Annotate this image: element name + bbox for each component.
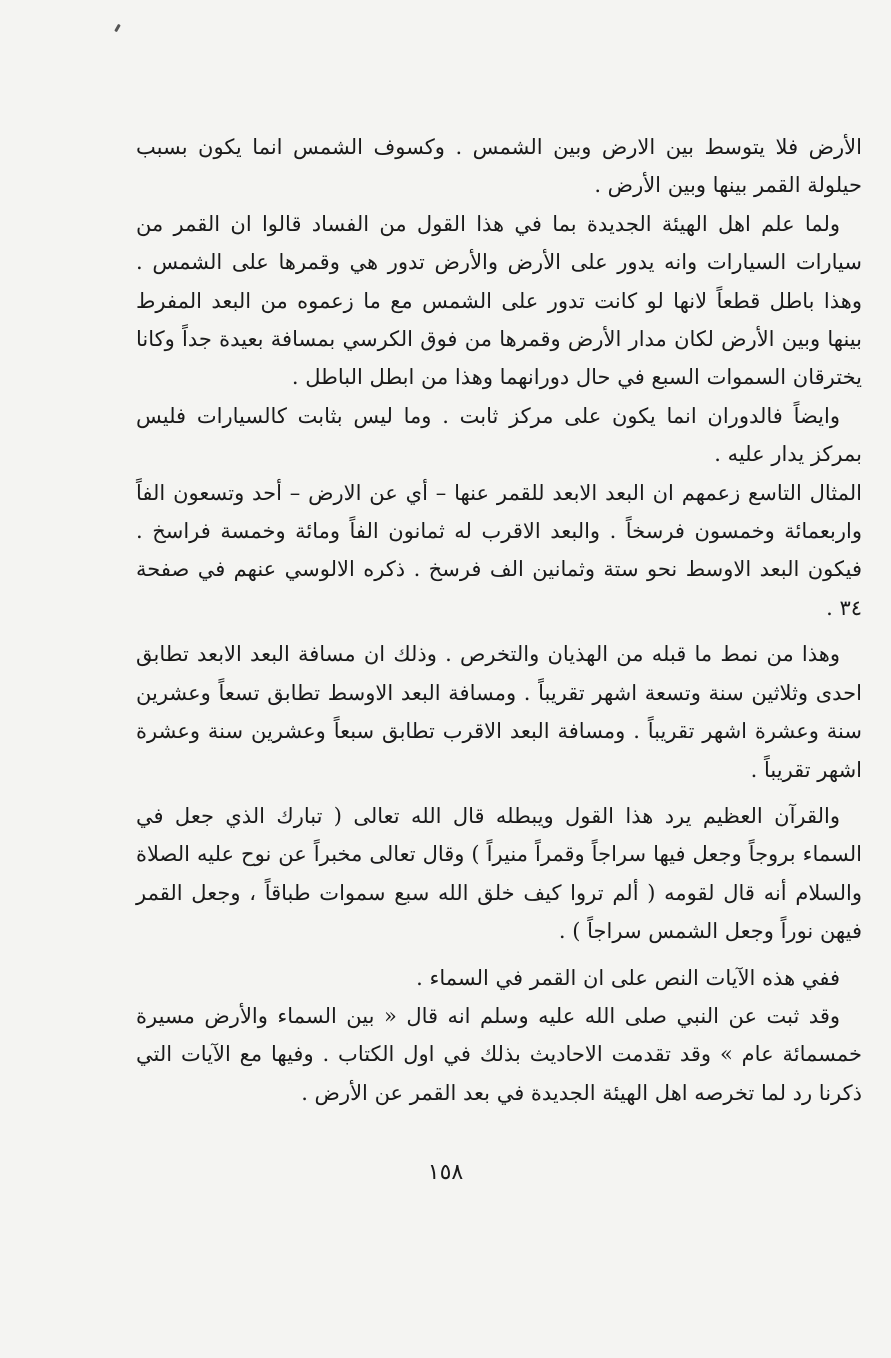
scan-mark: [114, 24, 121, 32]
paragraph: وهذا من نمط ما قبله من الهذيان والتخرص . وذلك ان مسافة البعد الابعد تطابق احدى وثلاثين سنة وتسعة اشهر تقريباً . ومسافة البعد الاوسط تطابق تسعاً وعشرين سنة وعشرة اشهر تقريباً . ومسافة البعد الاقرب تطابق سبعاً وعشرين سنة وعشرة اشهر تقريباً .: [136, 642, 862, 782]
paragraph: والقرآن العظيم يرد هذا القول ويبطله قال الله تعالى ( تبارك الذي جعل في السماء بروجاً وجعل فيها سراجاً وقمراً منيراً ) وقال تعالى مخبراً عن نوح عليه الصلاة والسلام أنه قال لقومه ( ألم تروا كيف خلق الله سبع سموات طباقاً ، وجعل القمر فيهن نوراً وجعل الشمس سراجاً ) .: [136, 803, 862, 944]
paragraph: وقد ثبت عن النبي صلى الله عليه وسلم انه قال « بين السماء والأرض مسيرة خمسمائة عام » وقد تقدمت الاحاديث بذلك في اول الكتاب . وفيها مع الآيات التي ذكرنا رد لما تخرصه اهل الهيئة الجديدة في بعد القمر عن الأرض .: [136, 1003, 862, 1105]
body-text: [136, 128, 862, 1112]
paragraph: المثال التاسع زعمهم ان البعد الابعد للقمر عنها – أي عن الارض – أحد وتسعون الفاً واربعمائة وخمسون فرسخاً . والبعد الاقرب له ثمانون الفاً ومائة وخمسة فراسخ . فيكون البعد الاوسط نحو ستة وثمانين الف فرسخ . ذكره الالوسي عنهم في صفحة ٣٤ .: [136, 480, 862, 620]
paragraph: الأرض فلا يتوسط بين الارض وبين الشمس . وكسوف الشمس انما يكون بسبب حيلولة القمر بينها وبين الأرض .: [136, 135, 862, 198]
paragraph: ولما علم اهل الهيئة الجديدة بما في هذا القول من الفساد قالوا ان القمر من سيارات السيارات وانه يدور على الأرض والأرض تدور هي وقمرها على الشمس . وهذا باطل قطعاً لانها لو كانت تدور على الشمس مع ما زعموه من البعد المفرط بينها وبين الأرض لكان مدار الأرض وقمرها من فوق الكرسي بمسافة بعيدة جداً وكانا يخترقان السموات السبع في حال دورانهما وهذا من ابطل الباطل .: [136, 211, 862, 390]
paragraph: وايضاً فالدوران انما يكون على مركز ثابت . وما ليس بثابت كالسيارات فليس بمركز يدار عليه .: [136, 403, 862, 467]
paragraph: ففي هذه الآيات النص على ان القمر في السماء .: [416, 965, 840, 990]
page-number: ١٥٨: [427, 1160, 464, 1185]
